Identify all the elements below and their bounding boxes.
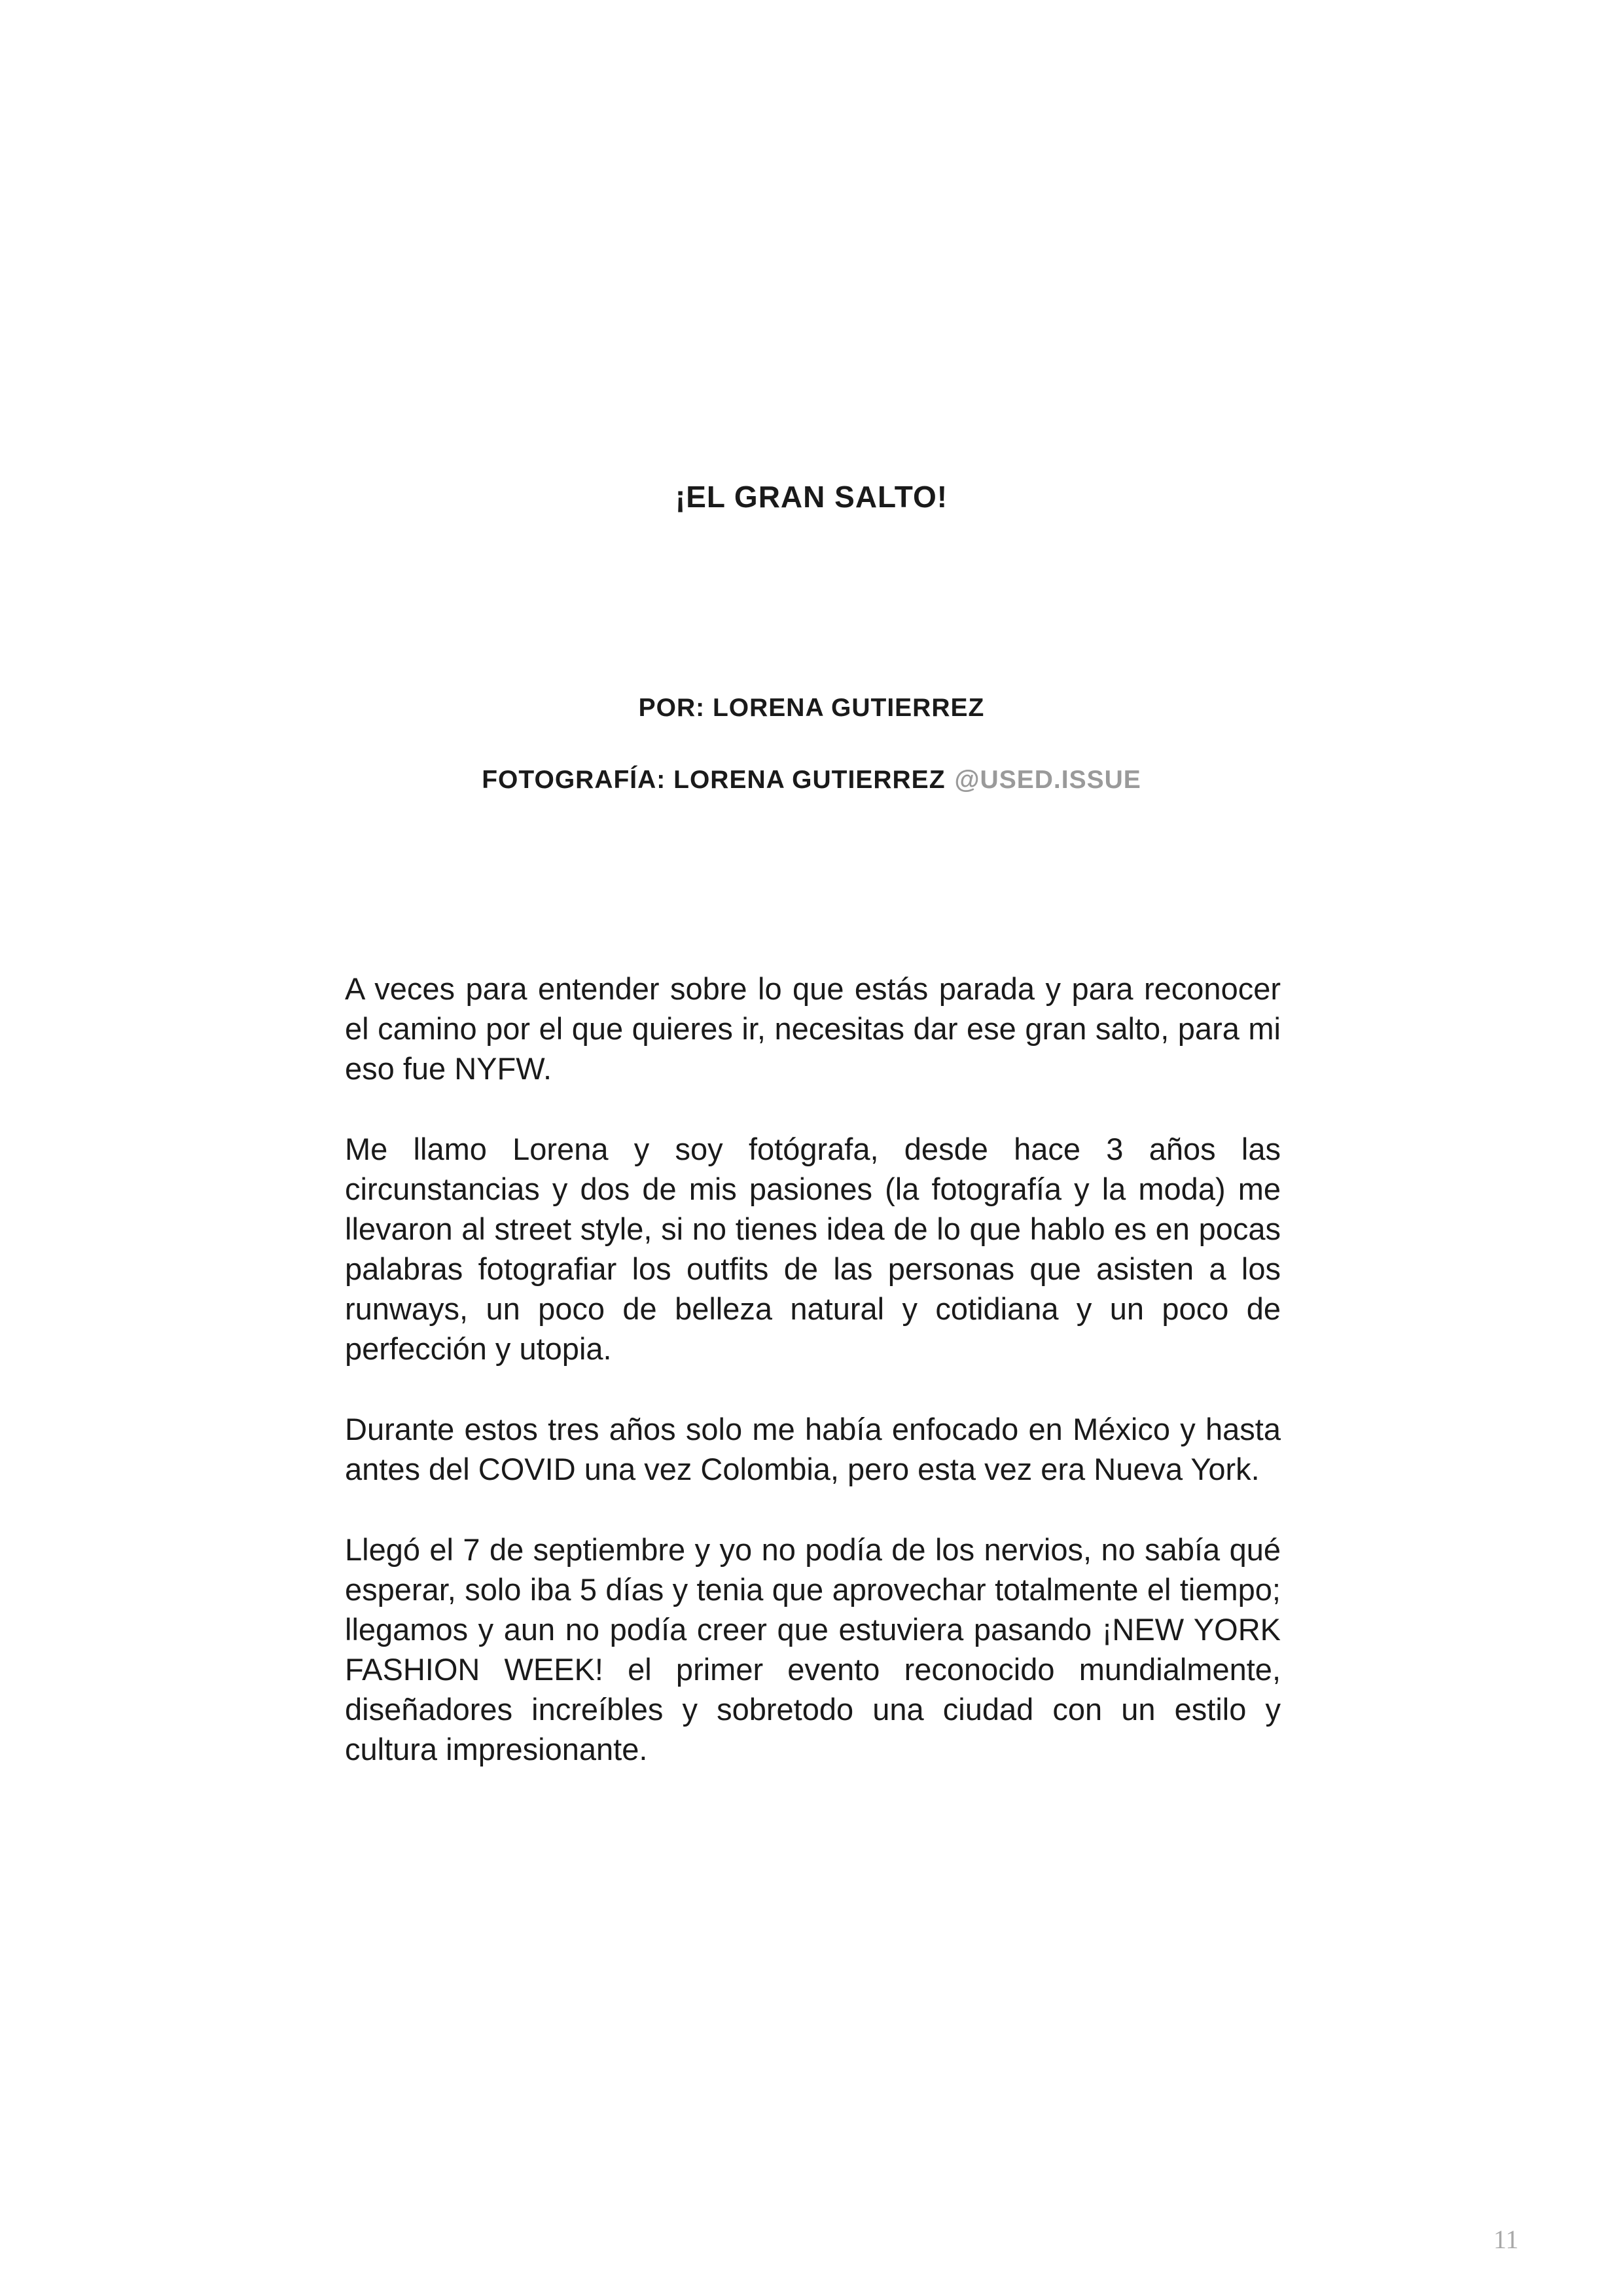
- photo-credit: FOTOGRAFÍA: LORENA GUTIERREZ: [482, 766, 946, 794]
- article-body: [345, 969, 1281, 1810]
- photo-credit-line: [0, 766, 1623, 795]
- article-title: ¡EL GRAN SALTO!: [675, 480, 948, 514]
- page-number: 11: [1493, 2225, 1519, 2254]
- photo-handle: @USED.ISSUE: [954, 766, 1141, 794]
- paragraph-3: Durante estos tres años solo me había enfocado en México y hasta antes del COVID una vez Colombia, pero esta vez era Nueva York.: [345, 1412, 1281, 1486]
- paragraph-1: A veces para entender sobre lo que estás parada y para reconocer el camino por el que quieres ir, necesitas dar ese gran salto, para mi eso fue NYFW.: [345, 971, 1281, 1086]
- author-credit: POR: LORENA GUTIERREZ: [638, 694, 985, 722]
- paragraph-2: Me llamo Lorena y soy fotógrafa, desde hace 3 años las circunstancias y dos de mis pasiones (la fotografía y la moda) me llevaron al street style, si no tienes idea de lo que hablo es en pocas palabras fotografiar los outfits de las personas que asisten a los runways, un poco de belleza natural y cotidiana y un poco de perfección y utopia.: [345, 1132, 1281, 1366]
- paragraph-4: Llegó el 7 de septiembre y yo no podía de los nervios, no sabía qué esperar, solo iba 5 días y tenia que aprovechar totalmente el tiempo; llegamos y aun no podía creer que estuviera pasando ¡NEW YORK FASHION WEEK! el primer evento reconocido mundialmente, diseñadores increíbles y sobretodo una ciudad con un estilo y cultura impresionante.: [345, 1532, 1281, 1767]
